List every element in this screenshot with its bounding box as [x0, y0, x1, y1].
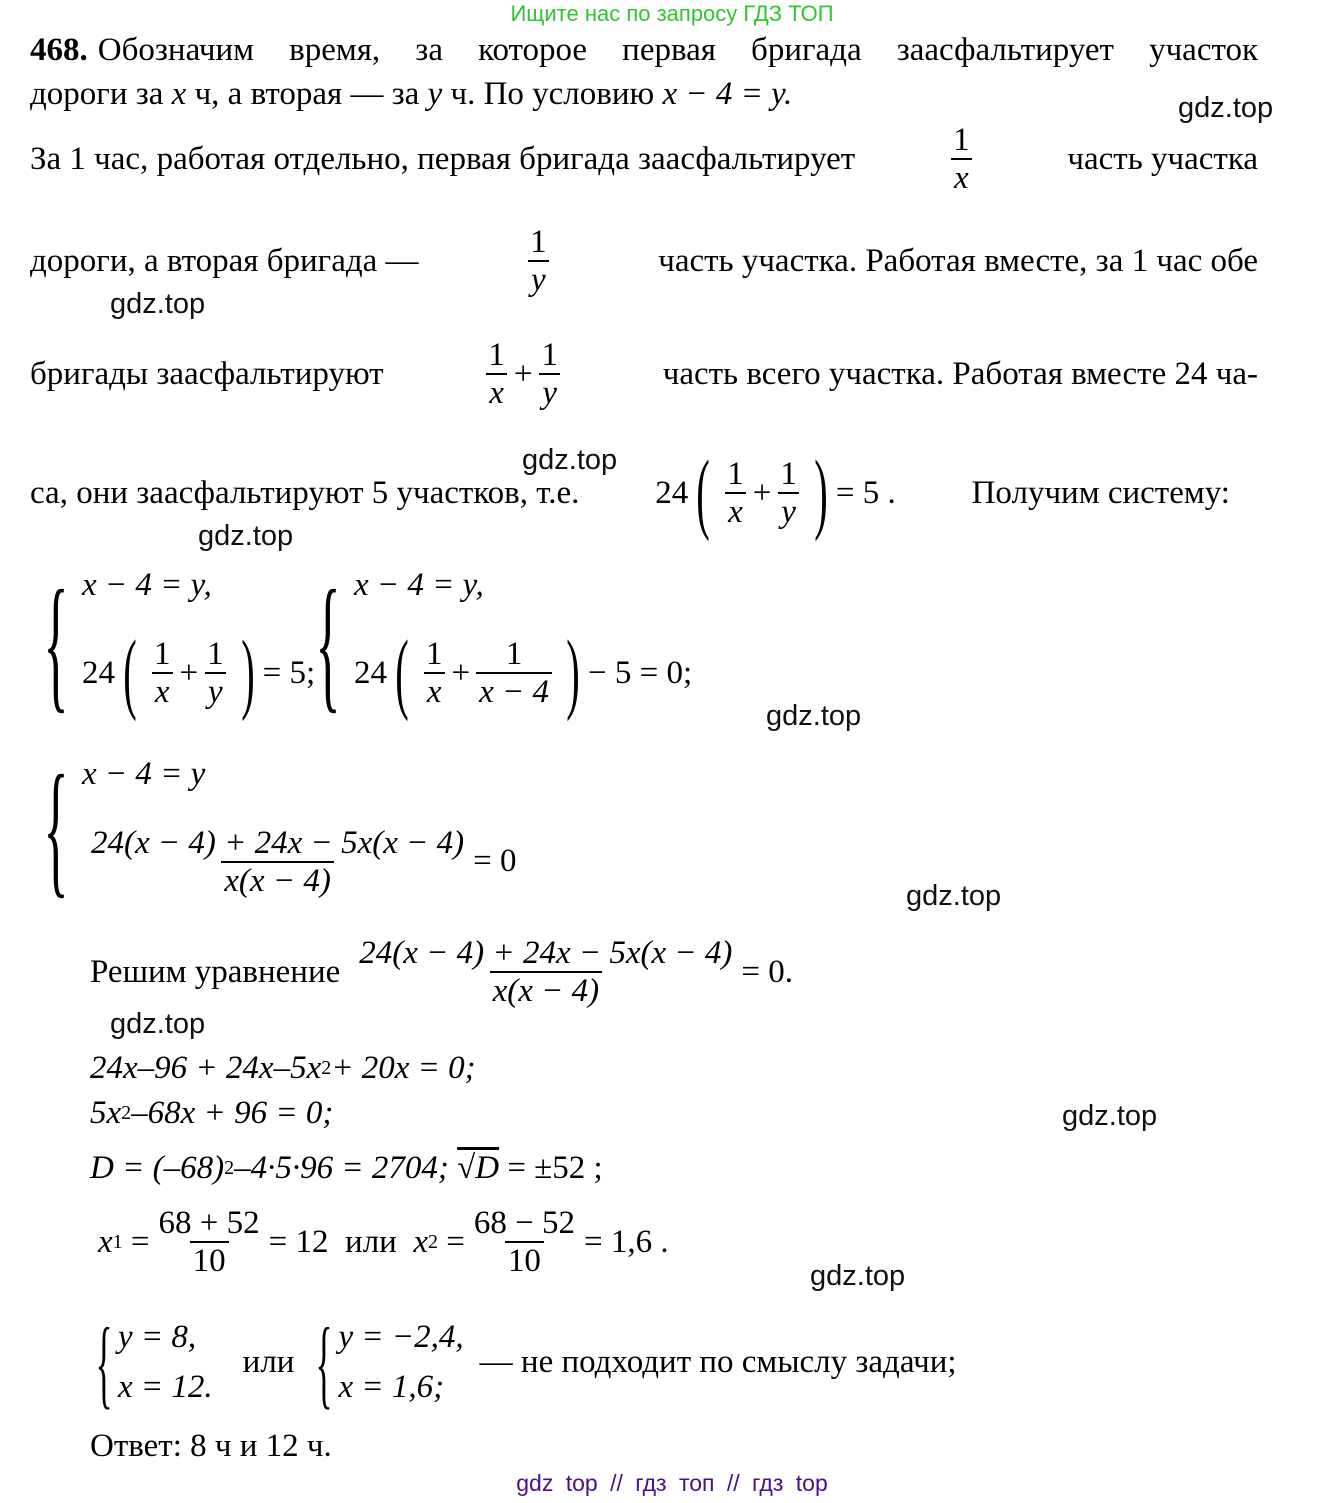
text: = ±52 ; — [507, 1150, 603, 1186]
denominator: x — [951, 158, 972, 196]
fraction — [88, 825, 467, 900]
denominator: x(x − 4) — [490, 971, 603, 1009]
numerator: 68 + 52 — [158, 1205, 260, 1241]
roots-line — [98, 1205, 669, 1280]
text: Решим уравнение — [90, 953, 341, 990]
denominator: y — [778, 492, 799, 530]
var: x — [98, 1223, 113, 1260]
watermark: gdz.top — [198, 520, 294, 552]
fraction — [356, 935, 735, 1010]
watermark: gdz.top — [1178, 92, 1274, 124]
brace: { — [43, 744, 69, 911]
text: 24x–96 + 24x–5x — [90, 1050, 322, 1086]
system-2 — [302, 555, 692, 730]
system-1 — [30, 555, 315, 730]
equation — [655, 443, 896, 542]
exponent: 2 — [121, 1102, 132, 1124]
denominator: y — [539, 373, 560, 411]
denominator: x − 4 — [476, 672, 552, 710]
row: x − 4 = y, — [82, 567, 212, 603]
line-4 — [30, 224, 1258, 299]
row: y = 8, — [118, 1319, 197, 1355]
fraction — [777, 456, 800, 531]
problem-number: 468. — [30, 32, 88, 68]
fraction — [724, 456, 747, 531]
plus: + — [752, 474, 772, 511]
numerator: 1 — [727, 455, 744, 492]
row: x = 1,6; — [338, 1369, 445, 1405]
text: дороги за — [30, 76, 164, 112]
sum — [479, 337, 567, 412]
plus: + — [513, 355, 533, 392]
final-systems — [90, 1306, 957, 1418]
fraction — [527, 224, 550, 299]
numerator: 1 — [780, 455, 797, 492]
system-3 — [30, 740, 517, 915]
rhs: = 5; — [262, 654, 316, 691]
rhs: = 0. — [741, 953, 794, 990]
var: x — [171, 76, 187, 112]
denominator: 10 — [190, 1241, 229, 1279]
text: –4·5·96 = 2704; — [234, 1150, 449, 1186]
denominator: y — [205, 672, 226, 710]
text: часть всего участка. Работая вместе 24 ча- — [662, 355, 1258, 392]
numerator: 1 — [530, 224, 547, 260]
watermark: gdz.top — [1062, 1100, 1158, 1132]
coef: 24 — [354, 654, 387, 691]
coef: 24 — [655, 474, 689, 511]
text: Получим систему: — [971, 474, 1230, 511]
or: или — [345, 1223, 397, 1260]
denominator: x — [486, 373, 507, 411]
plus: + — [451, 654, 471, 691]
rhs: = 0 — [473, 843, 517, 880]
result: = 12 — [268, 1223, 329, 1260]
paren: ) — [566, 623, 580, 722]
paren: ) — [240, 623, 255, 722]
numerator: 24(x − 4) + 24x − 5x(x − 4) — [91, 824, 465, 861]
equation: x − 4 = y. — [662, 76, 793, 112]
text: часть участка. Работая вместе, за 1 час обе — [658, 242, 1258, 279]
fraction — [204, 636, 227, 711]
step-3 — [90, 1150, 603, 1187]
watermark: gdz.top — [766, 700, 862, 732]
fraction — [485, 337, 508, 412]
text: ч, а вторая — за — [194, 76, 420, 112]
fraction — [151, 636, 174, 711]
line-1 — [30, 32, 1258, 69]
text: часть участка — [1067, 140, 1258, 177]
row: x − 4 = y, — [354, 567, 484, 603]
numerator: 24(x − 4) + 24x − 5x(x − 4) — [359, 935, 733, 971]
rhs: = 5 . — [835, 474, 896, 511]
or: или — [242, 1344, 295, 1380]
subscript: 2 — [427, 1230, 438, 1253]
brace: { — [95, 1306, 113, 1418]
numerator: 1 — [541, 337, 558, 373]
brace: { — [315, 559, 341, 726]
row: x = 12. — [118, 1369, 213, 1405]
brace: { — [316, 1306, 333, 1418]
fraction — [156, 1205, 263, 1280]
text: са, они заасфальтируют 5 участков, т.е. — [30, 474, 580, 511]
step-1 — [90, 1050, 476, 1087]
paren: ( — [696, 443, 710, 542]
note: — не подходит по смыслу задачи; — [479, 1344, 957, 1380]
watermark: gdz.top — [110, 288, 206, 320]
watermark: gdz.top — [522, 444, 618, 476]
denominator: y — [528, 260, 549, 298]
step-2 — [90, 1095, 333, 1132]
text: 5x — [90, 1095, 122, 1131]
answer: Ответ: 8 ч и 12 ч. — [90, 1428, 332, 1464]
result: = 1,6 . — [583, 1223, 669, 1260]
denominator: x — [725, 492, 746, 530]
paren: ( — [123, 623, 137, 722]
numerator: 68 − 52 — [473, 1205, 575, 1241]
eq: = — [446, 1223, 465, 1260]
watermark: gdz.top — [810, 1260, 906, 1292]
fraction — [476, 636, 552, 711]
text: бригады заасфальтируют — [30, 355, 384, 392]
text: ч. По условию — [450, 76, 655, 112]
fraction — [471, 1205, 578, 1280]
numerator: 1 — [425, 635, 443, 672]
exponent: 2 — [224, 1157, 235, 1179]
text: + 20x = 0; — [331, 1050, 476, 1086]
denominator: 10 — [505, 1241, 544, 1279]
text: За 1 час, работая отдельно, первая бригада заасфальтирует — [30, 140, 856, 177]
denominator: x(x − 4) — [221, 861, 334, 899]
fraction — [423, 636, 446, 711]
sqrt: √D — [457, 1150, 500, 1186]
paren: ) — [814, 443, 828, 542]
eq: = — [130, 1223, 150, 1260]
text: Обозначим время, за которое первая бригада заасфальтирует участок — [97, 32, 1258, 68]
text: –68x + 96 = 0; — [131, 1095, 334, 1131]
footer-banner: gdz top // гдз топ // гдз top — [516, 1470, 828, 1496]
rhs: − 5 = 0; — [588, 654, 693, 691]
watermark: gdz.top — [906, 880, 1002, 912]
exponent: 2 — [321, 1057, 332, 1079]
paren: ( — [395, 623, 409, 722]
solve-line — [90, 935, 793, 1010]
coef: 24 — [82, 654, 115, 691]
line-3 — [30, 122, 1258, 197]
line-5 — [30, 337, 1258, 412]
numerator: 1 — [953, 122, 970, 158]
var: y — [427, 76, 443, 112]
plus: + — [179, 654, 199, 691]
brace: { — [43, 559, 69, 726]
text: D = (–68) — [90, 1150, 225, 1186]
numerator: 1 — [153, 635, 171, 672]
fraction — [538, 337, 561, 412]
row: y = −2,4, — [338, 1319, 464, 1355]
numerator: 1 — [207, 635, 224, 672]
var: x — [413, 1223, 428, 1260]
numerator: 1 — [488, 337, 505, 373]
denominator: x — [152, 672, 173, 710]
fraction — [950, 122, 973, 197]
watermark: gdz.top — [110, 1008, 206, 1040]
header-banner: Ищите нас по запросу ГДЗ ТОП — [510, 1, 834, 26]
denominator: x — [424, 672, 445, 710]
subscript: 1 — [112, 1230, 123, 1253]
line-2 — [30, 76, 792, 113]
row: x − 4 = y — [82, 755, 206, 792]
text: дороги, а вторая бригада — — [30, 242, 419, 279]
numerator: 1 — [505, 635, 523, 672]
